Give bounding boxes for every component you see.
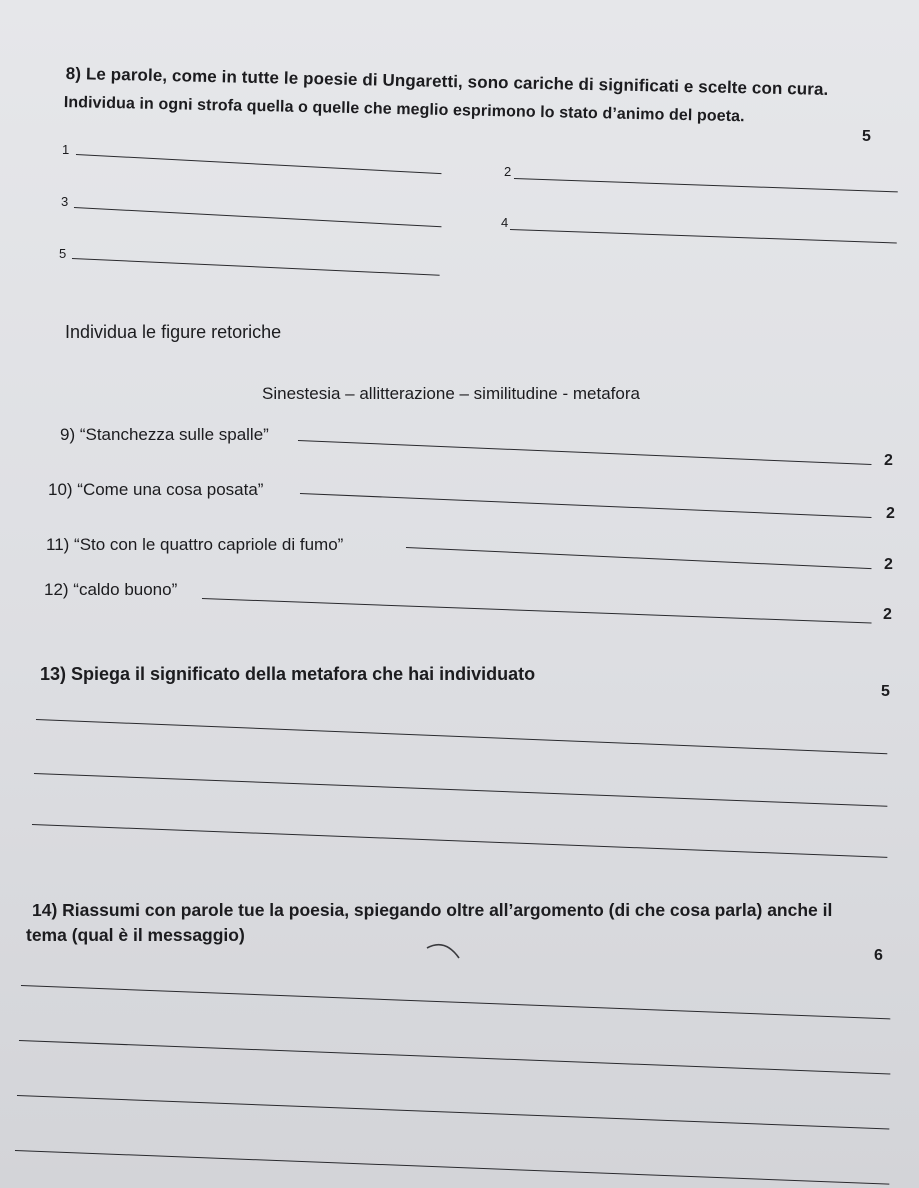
question-8-text-line1: 8) Le parole, come in tutte le poesie di Ungaretti, sono cariche di significati e scelte con cura. <box>65 64 829 99</box>
blank-1-line[interactable] <box>76 154 442 174</box>
question-13-text: 13) Spiega il significato della metafora che hai individuato <box>40 664 536 684</box>
blank-3-number: 3 <box>61 194 69 209</box>
item-12-answer-line[interactable] <box>202 598 872 624</box>
blank-3-line[interactable] <box>74 207 442 227</box>
blank-1-number: 1 <box>62 142 70 157</box>
item-9-answer-line[interactable] <box>298 440 872 465</box>
item-10-label: 10) “Come una cosa posata” <box>48 480 264 499</box>
question-14-answer-line-2[interactable] <box>19 1040 890 1074</box>
question-13-answer-line-3[interactable] <box>32 824 887 858</box>
question-8-text-line2: Individua in ogni strofa quella o quelle che meglio esprimono lo stato d’animo del poeta. <box>63 94 745 126</box>
question-14-text-line2: tema (qual è il messaggio) <box>26 925 245 945</box>
item-11-label: 11) “Sto con le quattro capriole di fumo” <box>46 535 344 554</box>
blank-4-line[interactable] <box>510 229 897 244</box>
question-14-points: 6 <box>874 947 883 964</box>
question-14-answer-line-1[interactable] <box>21 985 890 1019</box>
item-11-points: 2 <box>884 556 893 573</box>
question-8-points: 5 <box>862 128 871 145</box>
blank-2-number: 2 <box>504 164 512 179</box>
question-13-answer-line-1[interactable] <box>36 719 887 754</box>
figures-heading: Individua le figure retoriche <box>65 322 282 342</box>
item-11-answer-line[interactable] <box>406 547 872 569</box>
blank-2-line[interactable] <box>514 178 898 192</box>
item-10-answer-line[interactable] <box>300 493 872 518</box>
item-10-points: 2 <box>886 505 895 522</box>
question-14-answer-line-3[interactable] <box>17 1095 889 1130</box>
question-14-answer-line-4[interactable] <box>15 1150 889 1185</box>
item-9-points: 2 <box>884 452 893 469</box>
item-12-points: 2 <box>883 606 892 623</box>
figures-options: Sinestesia – allitterazione – similitudine - metafora <box>262 384 640 403</box>
question-14-text-line1: 14) Riassumi con parole tue la poesia, spiegando oltre all’argomento (di che cosa parla) anche il <box>32 900 833 920</box>
blank-4-number: 4 <box>501 215 509 230</box>
item-9-label: 9) “Stanchezza sulle spalle” <box>60 425 269 444</box>
item-12-label: 12) “caldo buono” <box>44 580 178 599</box>
blank-5-line[interactable] <box>72 258 440 276</box>
question-13-answer-line-2[interactable] <box>34 773 887 807</box>
question-13-points: 5 <box>881 683 890 700</box>
pen-mark-icon <box>425 940 465 964</box>
blank-5-number: 5 <box>59 246 67 261</box>
